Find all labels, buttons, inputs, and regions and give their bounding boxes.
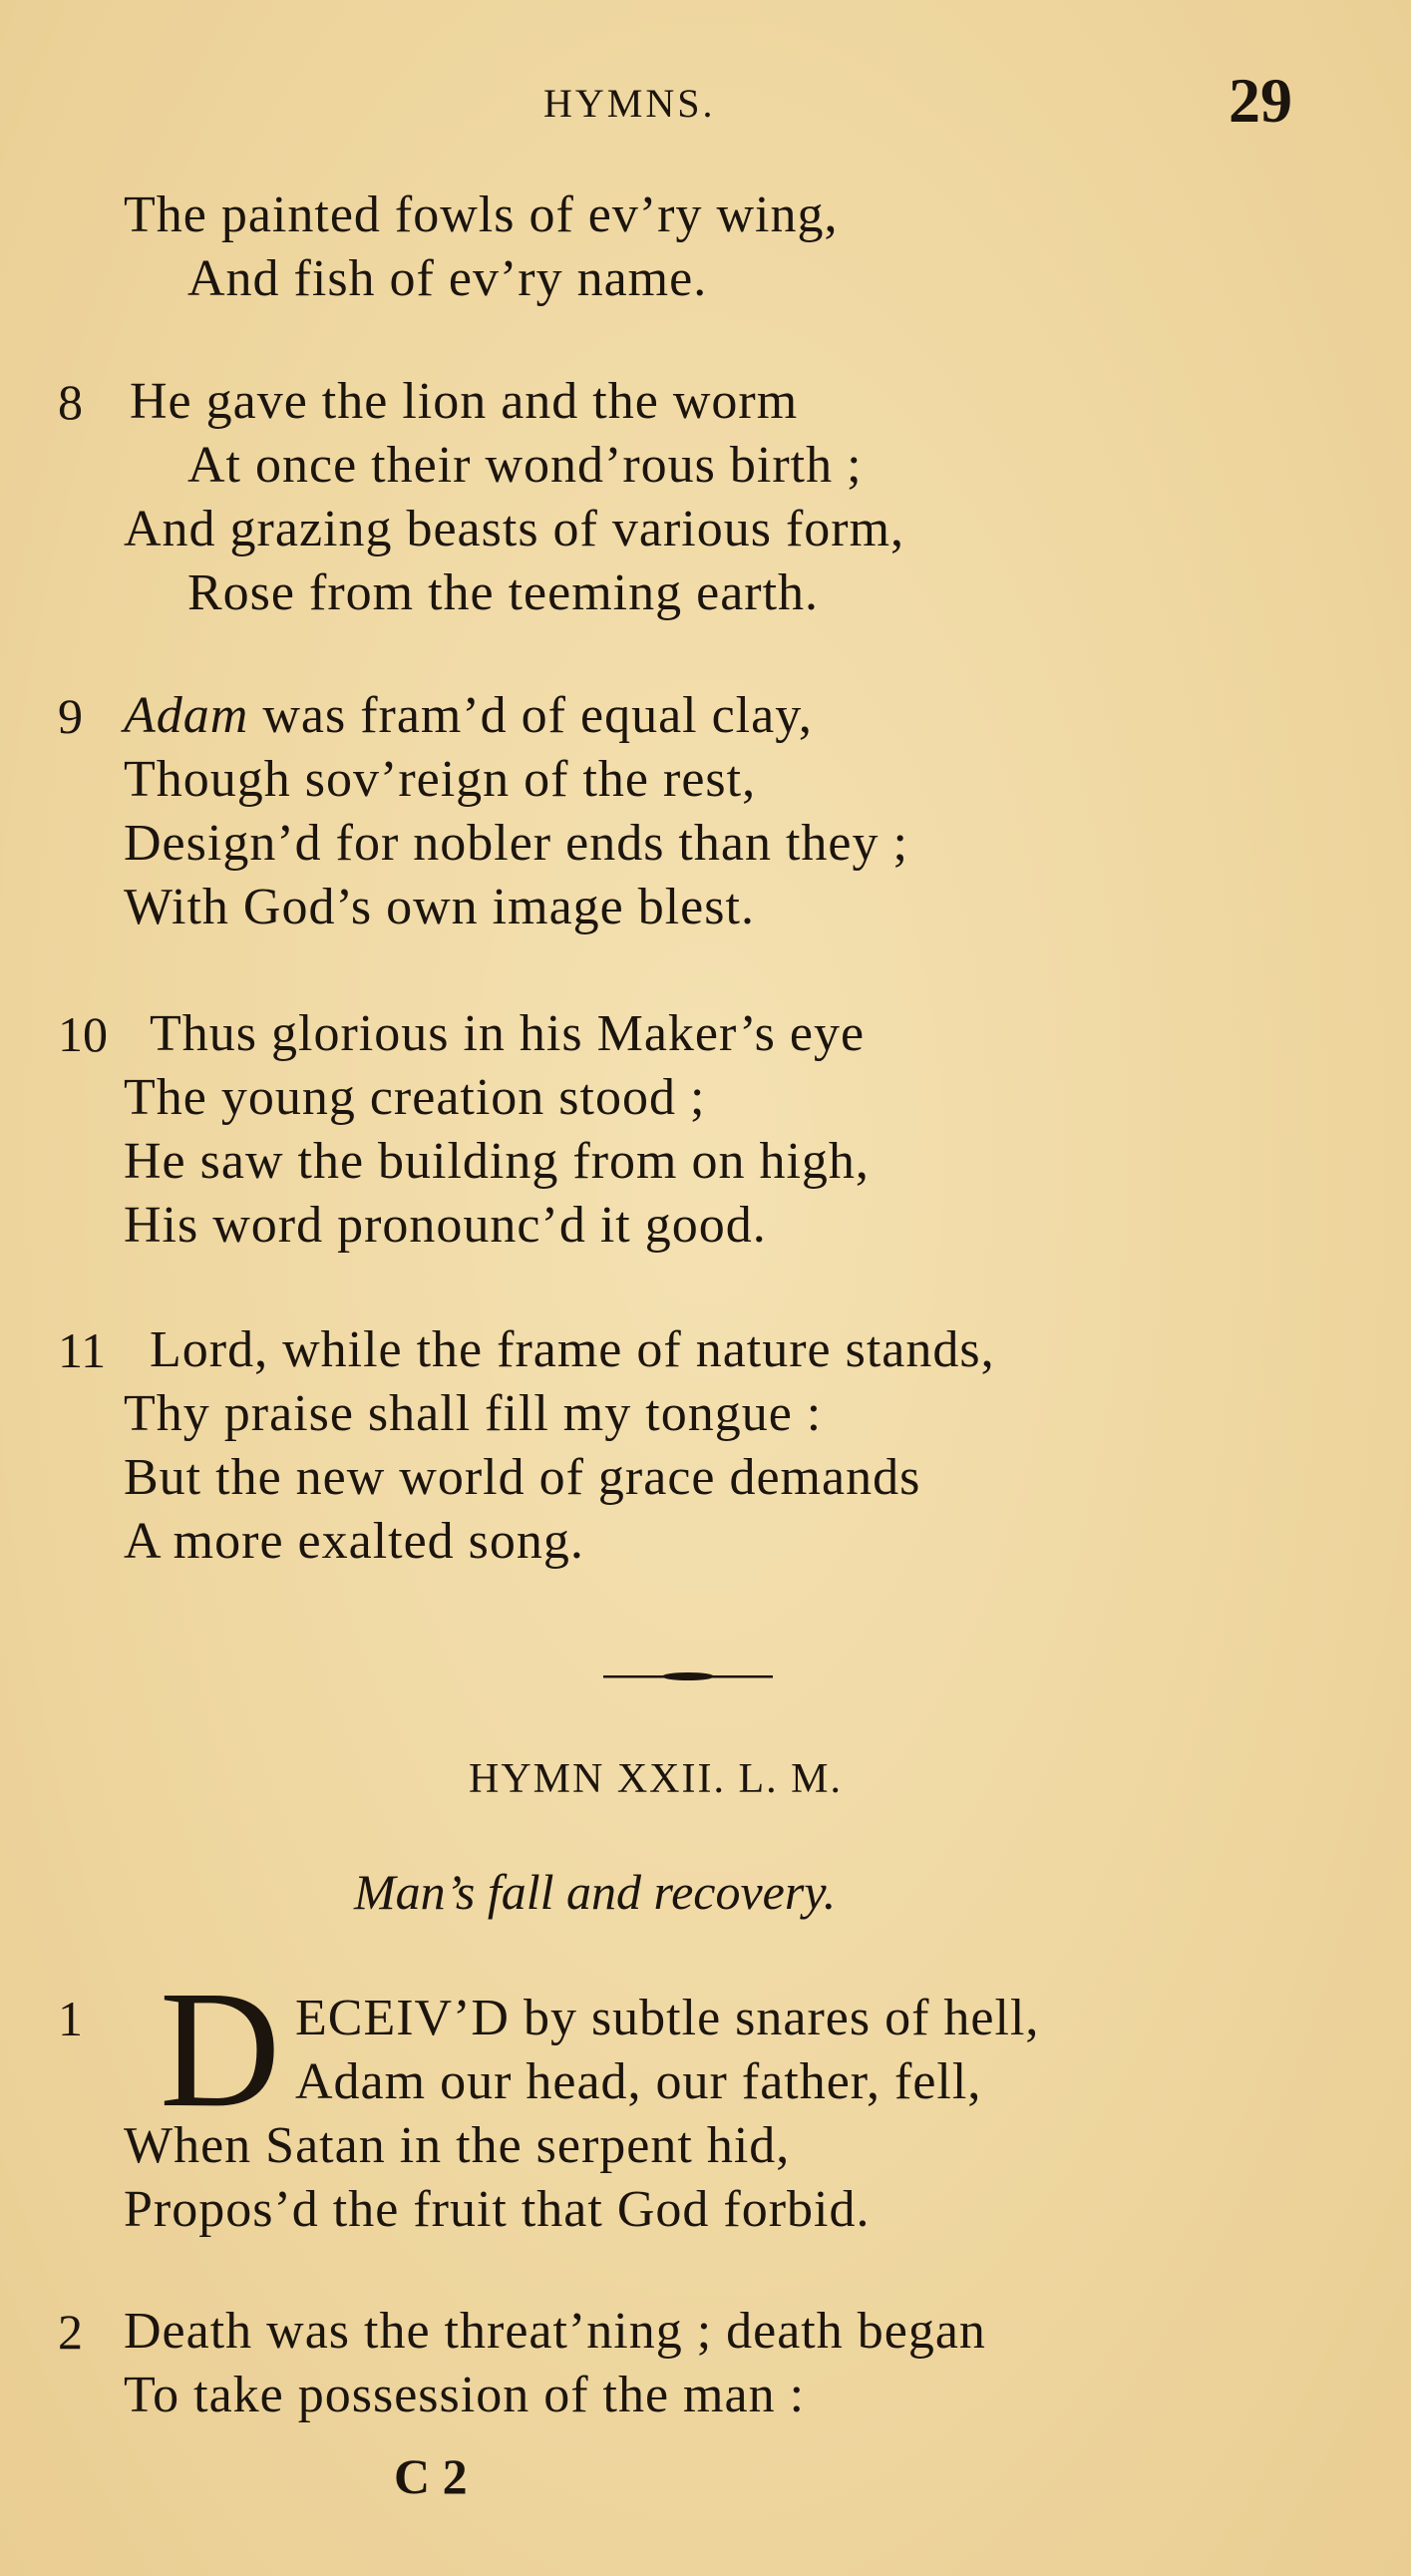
page-number: 29 [1229,65,1292,136]
verse-line: He gave the lion and the worm [130,373,799,430]
stanza-number: 9 [58,688,83,744]
stanza-number: 8 [58,374,83,430]
verse-line: With God’s own image blest. [124,879,755,935]
verse-line: To take possession of the man : [124,2367,806,2423]
verse-line: Lord, while the frame of nature stands, [150,1321,995,1378]
verse-line: When Satan in the serpent hid, [124,2117,791,2174]
verse-line: But the new world of grace demands [124,1449,921,1506]
verse-line: Thy praise shall fill my tongue : [124,1385,823,1442]
verse-line [124,685,813,747]
verse-line: His word pronounc’d it good. [124,1197,767,1254]
verse-line: Death was the threat’ning ; death began [124,2303,986,2360]
hymn-subtitle: Man’s fall and recovery. [354,1864,837,1920]
verse-line: Propos’d the fruit that God forbid. [124,2181,871,2238]
stanza-number: 11 [58,1322,107,1378]
verse-line: Adam our head, our father, fell, [295,2053,982,2110]
verse-line: At once their wond’rous birth ; [187,437,863,494]
stanza-number: 10 [58,1006,108,1062]
verse-line: Rose from the teeming earth. [187,564,820,621]
name-adam: Adam [124,687,249,744]
verse-line: Design’d for nobler ends than they ; [124,815,908,872]
page-header [0,65,1411,140]
stanza-number: 2 [58,2304,83,2360]
verse-line: Though sov’reign of the rest, [124,751,757,808]
section-divider-ornament [603,1671,773,1681]
verse-line: He saw the building from on high, [124,1133,870,1190]
stanza-number: 1 [58,1991,83,2046]
verse-line: And grazing beasts of various form, [124,501,905,557]
signature-mark: C 2 [394,2448,468,2504]
verse-line-rest: was fram’d of equal clay, [248,687,813,744]
verse-line: Thus glorious in his Maker’s eye [150,1005,866,1062]
hymn-title: HYMN XXII. L. M. [469,1756,843,1802]
verse-line: ECEIV’D by subtle snares of hell, [295,1990,1040,2046]
running-head: HYMNS. [543,81,716,126]
verse-line: A more exalted song. [124,1513,584,1570]
verse-line: The painted fowls of ev’ry wing, [124,186,839,243]
verse-line: And fish of ev’ry name. [187,250,708,307]
verse-line: The young creation stood ; [124,1069,706,1126]
drop-cap: D [160,1957,281,2142]
